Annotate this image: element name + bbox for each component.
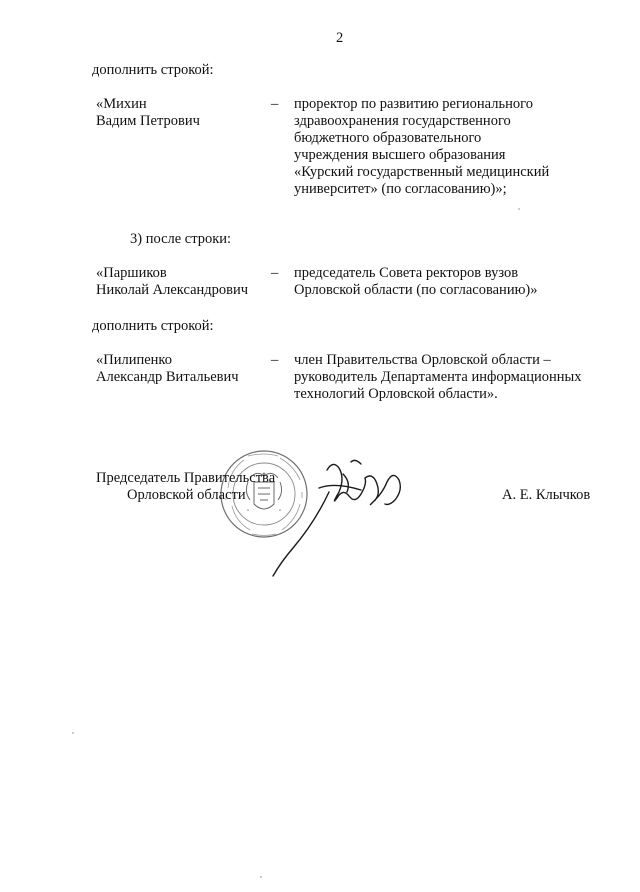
member-name-line2: Вадим Петрович bbox=[96, 113, 200, 129]
section-intro-after-line: 3) после строки: bbox=[130, 231, 232, 247]
member-description-line: член Правительства Орловской области – bbox=[294, 352, 551, 368]
member-name-line1: «Паршиков bbox=[96, 265, 167, 281]
scan-speck bbox=[518, 208, 520, 210]
signatory-name: А. Е. Клычков bbox=[502, 487, 591, 503]
member-description-line: «Курский государственный медицинский bbox=[294, 164, 550, 180]
member-name-line1: «Михин bbox=[96, 96, 147, 112]
handwritten-signature bbox=[265, 452, 415, 580]
member-description-line: технологий Орловской области». bbox=[294, 386, 498, 402]
member-description-line: Орловской области (по согласованию)» bbox=[294, 282, 538, 298]
member-name-line2: Александр Витальевич bbox=[96, 369, 239, 385]
scan-speck bbox=[260, 876, 262, 878]
entry-dash: – bbox=[271, 96, 279, 112]
member-description-line: университет» (по согласованию)»; bbox=[294, 181, 507, 197]
member-description-line: здравоохранения государственного bbox=[294, 113, 511, 129]
member-description-line: руководитель Департамента информационных bbox=[294, 369, 582, 385]
member-name-line1: «Пилипенко bbox=[96, 352, 172, 368]
section-intro-add-line: дополнить строкой: bbox=[92, 318, 214, 334]
section-intro-add-line: дополнить строкой: bbox=[92, 62, 214, 78]
signatory-title-line2: Орловской области bbox=[127, 487, 246, 503]
member-name-line2: Николай Александрович bbox=[96, 282, 249, 298]
scan-speck bbox=[72, 732, 74, 734]
page-number: 2 bbox=[336, 30, 344, 46]
member-description-line: председатель Совета ректоров вузов bbox=[294, 265, 519, 281]
entry-dash: – bbox=[271, 265, 279, 281]
member-description-line: проректор по развитию регионального bbox=[294, 96, 533, 112]
member-description-line: учреждения высшего образования bbox=[294, 147, 506, 163]
signatory-title-line1: Председатель Правительства bbox=[96, 470, 276, 486]
entry-dash: – bbox=[271, 352, 279, 368]
member-description-line: бюджетного образовательного bbox=[294, 130, 482, 146]
